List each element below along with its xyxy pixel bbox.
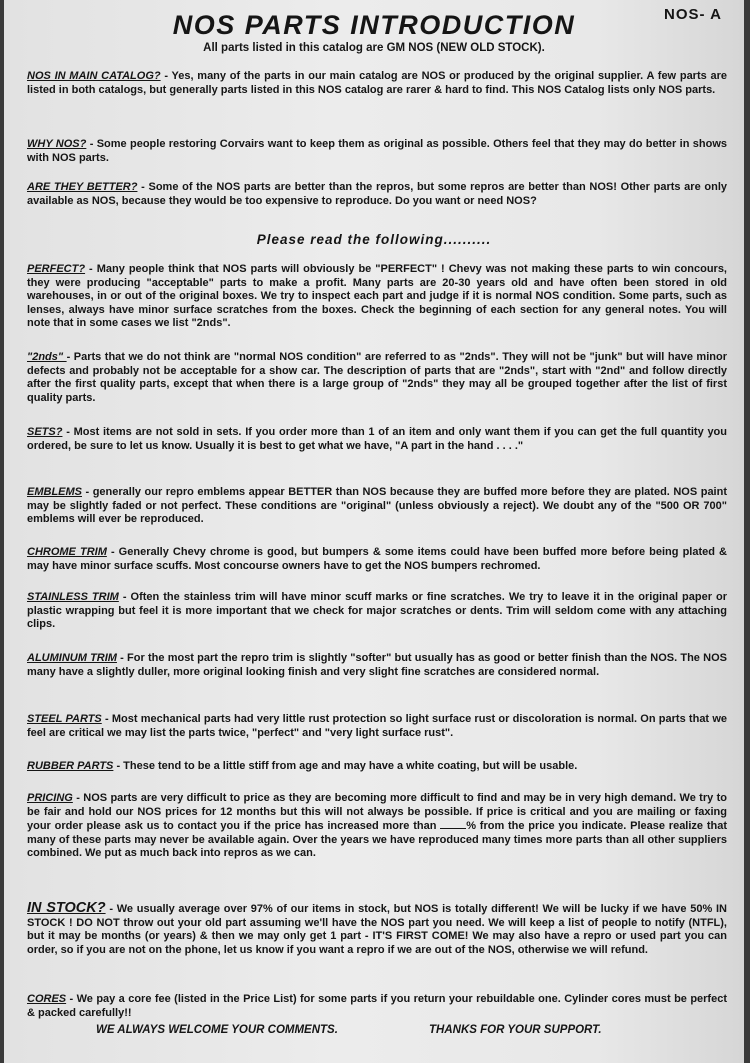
section-heading: RUBBER PARTS: [27, 760, 114, 772]
section-chrome-trim: [27, 546, 727, 573]
percent-blank-line: [440, 819, 466, 829]
section-body: - For the most part the repro trim is slightly "softer" but usually has as good or better finish than the NOS. The NOS many have a slightly duller, more original looking finish and very slight fine scratches are considered normal.: [27, 652, 727, 678]
section-body: - Most mechanical parts had very little rust protection so light surface rust or discoloration is normal. On parts that we feel are critical we may list the parts twice, "perfect" and "very light surface rust".: [27, 713, 727, 739]
section-body: - We pay a core fee (listed in the Price List) for some parts if you return your rebuildable one. Cylinder cores must be perfect & packed carefully!!: [27, 993, 727, 1019]
section-stainless-trim: [27, 591, 727, 632]
section-body: - Some people restoring Corvairs want to keep them as original as possible. Others feel that they may do better in shows with NOS parts.: [27, 138, 727, 164]
read-following-heading: Please read the following..........: [256, 232, 492, 247]
section-pricing: [27, 792, 727, 861]
page-subtitle: All parts listed in this catalog are GM NOS (NEW OLD STOCK).: [203, 42, 545, 54]
section-heading: "2nds": [27, 351, 67, 363]
section-body: - Most items are not sold in sets. If you order more than 1 of an item and only want them if you can get the full quantity you ordered, be sure to let us know. Usually it is best to get what we have, "A part in the hand . . . .": [27, 426, 727, 452]
section-body: - Many people think that NOS parts will obviously be "PERFECT" ! Chevy was not making these parts to win concours, they were producing "acceptable" parts to make a profit. Many parts are 20-30 years old and have often been stored in old warehouses, in or out of the original boxes. We try to inspect each part and judge if it is normal NOS condition. Some parts, such as lenses, always have minor surface scratches from the boxes. Check the beginning of each section for any general notes. You will note that in some cases we list "2nds".: [27, 263, 727, 330]
section-body: - Parts that we do not think are "normal NOS condition" are referred to as "2nds". They will not be "junk" but will have minor defects and probably not be acceptable for a show car. The description of parts that are "2nds", start with "2nd" and follow directly after the first quality parts, except that when there is a large group of "2nds" they may all be grouped together after the list of first quality parts.: [27, 351, 727, 404]
section-heading: STEEL PARTS: [27, 713, 102, 725]
section-2nds: [27, 351, 727, 405]
section-perfect: [27, 263, 727, 331]
section-heading: ARE THEY BETTER?: [27, 181, 138, 193]
section-body: - NOS parts are very difficult to price as they are becoming more difficult to find and may be in very high demand. We try to be fair and hold our NOS prices for 12 months but this will not always be possible. If price is critical and you are mailing or faxing your order please ask us to contact you if the price has increased more than: [27, 792, 727, 833]
section-heading: PERFECT?: [27, 263, 86, 275]
page-title: NOS PARTS INTRODUCTION: [172, 10, 576, 40]
section-heading: PRICING: [27, 792, 73, 804]
section-heading: SETS?: [27, 426, 63, 438]
section-heading: STAINLESS TRIM: [27, 591, 119, 603]
page-code: NOS- A: [664, 6, 722, 23]
section-heading: WHY NOS?: [27, 138, 87, 150]
section-heading: ALUMINUM TRIM: [27, 652, 117, 664]
footer-comments: WE ALWAYS WELCOME YOUR COMMENTS.: [96, 1024, 338, 1036]
catalog-page: [4, 0, 744, 1063]
section-are-they-better: [27, 181, 727, 208]
section-body: - Often the stainless trim will have minor scuff marks or fine scratches. We try to leave it in the original paper or plastic wrapping but feel it is more important that we check for major scratches or dents. Trim will seldom come with any attaching clips.: [27, 591, 728, 631]
section-heading: CHROME TRIM: [27, 546, 107, 558]
section-main-catalog: [27, 70, 727, 97]
section-emblems: [27, 486, 727, 527]
section-heading: NOS IN MAIN CATALOG?: [27, 70, 161, 82]
section-aluminum-trim: [27, 652, 727, 679]
section-body: - These tend to be a little stiff from age and may have a white coating, but will be usable.: [113, 760, 578, 772]
section-heading: IN STOCK?: [27, 900, 106, 916]
section-rubber-parts: [27, 760, 727, 774]
section-why-nos: [27, 138, 727, 165]
section-in-stock: [27, 902, 727, 957]
section-body: - Generally Chevy chrome is good, but bumpers & some items could have been buffed more before being plated & may have minor surface scuffs. Most concourse owners have to get the NOS bumpers rechromed.: [27, 546, 727, 572]
section-body: - We usually average over 97% of our items in stock, but NOS is totally different! We will be lucky if we have 50% IN STOCK ! DO NOT throw out your old part assuming we'll have the NOS part you need. We will keep a list of people to notify (NTFL), but it may be months (or years) & then we may only get 1 part - IT'S FIRST COME! We may also have a repro or used part you can order, so if you are not on the phone, let us know if you want a repro if we are out of the NOS, otherwise we will refund.: [27, 903, 727, 956]
footer-thanks: THANKS FOR YOUR SUPPORT.: [429, 1024, 602, 1036]
section-heading: CORES: [27, 993, 67, 1005]
section-sets: [27, 426, 727, 453]
section-heading: EMBLEMS: [27, 486, 82, 498]
section-body: - Some of the NOS parts are better than the repros, but some repros are better than NOS! Other parts are only available as NOS, because they would be too expensive to reproduce. Do you want or need NOS?: [27, 181, 727, 207]
section-cores: [27, 993, 727, 1020]
section-body-continued: % from the price you indicate. Please realize that many of these parts may never be available again. Over the years we have reproduced many times more parts than all other suppliers combined. We put as much back into repros as we can.: [27, 820, 727, 860]
section-steel-parts: [27, 713, 727, 740]
section-body: - Yes, many of the parts in our main catalog are NOS or produced by the original supplier. A few parts are listed in both catalogs, but generally parts listed in this NOS catalog are rarer & hard to find. This NOS Catalog lists only NOS parts.: [27, 70, 727, 96]
section-body: - generally our repro emblems appear BETTER than NOS because they are buffed more before they are plated. NOS paint may be slightly faded or not perfect. These conditions are "original" (unless obviously a reject). We doubt any of the "500 OR 700" emblems will ever be reproduced.: [27, 486, 727, 526]
